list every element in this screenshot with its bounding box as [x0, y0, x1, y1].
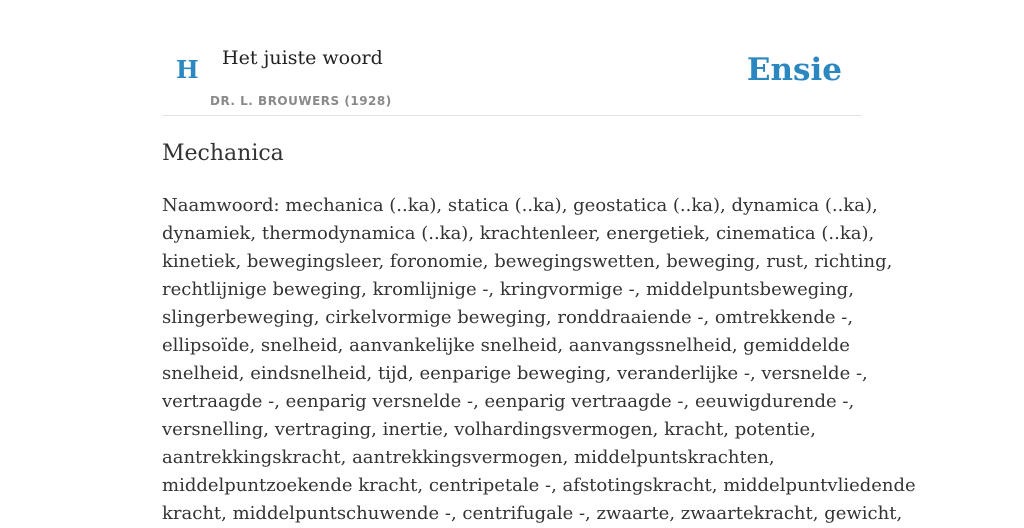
- book-title-link[interactable]: Het juiste woord: [222, 47, 383, 69]
- entry-line: snelheid, eindsnelheid, tijd, eenparige beweging, veranderlijke -, versnelde -,: [162, 363, 868, 384]
- entry-line: slingerbeweging, cirkelvormige beweging, ronddraaiende -, omtrekkende -,: [162, 307, 854, 328]
- entry-line: rechtlijnige beweging, kromlijnige -, kringvormige -, middelpuntsbeweging,: [162, 279, 854, 300]
- source-header: [162, 0, 862, 116]
- entry-line: kracht, middelpuntschuwende -, centrifugale -, zwaarte, zwaartekracht, gewicht,: [162, 503, 903, 524]
- entry-line: versnelling, vertraging, inertie, volhardingsvermogen, kracht, potentie,: [162, 419, 816, 440]
- book-logo-icon[interactable]: H: [176, 55, 199, 84]
- entry-body: [162, 192, 916, 528]
- page: [162, 0, 916, 524]
- book-author: DR. L. BROUWERS (1928): [210, 94, 392, 108]
- entry-line: middelpuntzoekende kracht, centripetale -, afstotingskracht, middelpuntvliedende: [162, 475, 916, 496]
- entry-line: dynamiek, thermodynamica (..ka), krachtenleer, energetiek, cinematica (..ka),: [162, 223, 875, 244]
- entry-line: ellipsoïde, snelheid, aanvankelijke snelheid, aanvangssnelheid, gemiddelde: [162, 335, 850, 356]
- entry-line: kinetiek, bewegingsleer, foronomie, bewegingswetten, beweging, rust, richting,: [162, 251, 893, 272]
- ensie-logo[interactable]: Ensie: [746, 52, 842, 88]
- entry-line: aantrekkingskracht, aantrekkingsvermogen, middelpuntskrachten,: [162, 447, 775, 468]
- entry-title: Mechanica: [162, 141, 284, 166]
- entry-line: vertraagde -, eenparig versnelde -, eenparig vertraagde -, eeuwigdurende -,: [162, 391, 855, 412]
- entry-line: Naamwoord: mechanica (..ka), statica (..ka), geostatica (..ka), dynamica (..ka),: [162, 195, 878, 216]
